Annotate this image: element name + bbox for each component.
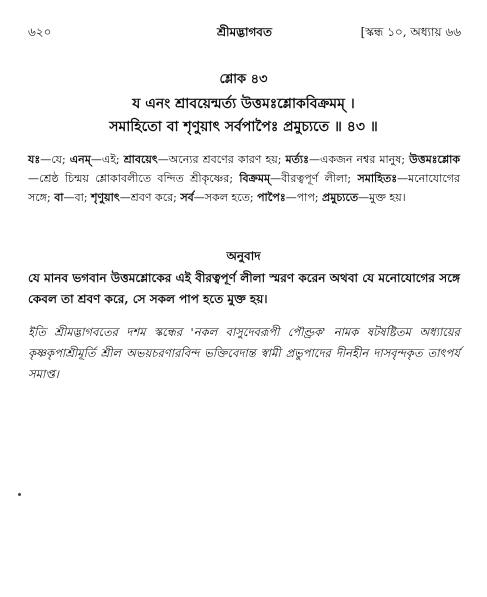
synonym-term: মর্ত্যঃ xyxy=(285,153,309,166)
synonym-term: যঃ xyxy=(28,153,41,166)
synonyms-paragraph: যঃ—যে; এনম্—এই; শ্রাবয়েৎ—অন্যের শ্রবণের কারণ হয়; মর্ত্যঃ—একজন নশ্বর মানুষ; উত্তমঃশ্লোক—শ্রেষ্ঠ চিন্ময় শ্লোকাবলীতে বন্দিত শ্রীকৃষ্ণের; বিক্রমম্—বীরত্বপূর্ণ লীলা; সমাহিতঃ—মনোযোগের সঙ্গে; বা—বা; শৃণুয়াৎ—শ্রবণ করে; সর্ব—সকল হতে; পাপৈঃ—পাপ; প্রমুচ্যতে—মুক্ত হয়। xyxy=(28,153,461,204)
section-reference: [স্কন্ধ ১০, অধ্যায় ৬৬ xyxy=(360,25,461,39)
synonym-meaning: বীরত্বপূর্ণ লীলা xyxy=(281,172,348,185)
synonym-meaning: শ্রেষ্ঠ চিন্ময় শ্লোকাবলীতে বন্দিত শ্রীকৃষ্ণের xyxy=(39,172,230,185)
page-header xyxy=(28,24,461,44)
stray-mark xyxy=(18,493,21,496)
synonym-meaning: যে xyxy=(51,153,63,166)
synonym-meaning: বা xyxy=(74,191,84,204)
synonym-term: বা xyxy=(54,191,64,204)
synonym-meaning: এই xyxy=(101,153,116,166)
verse-line-2: সমাহিতো বা শৃণুয়াৎ সর্বপাপৈঃ প্রমুচ্যতে ॥ ৪৩ ॥ xyxy=(109,119,378,135)
book-title: শ্রীমদ্ভাগবত xyxy=(216,25,272,39)
synonym-term: শৃণুয়াৎ xyxy=(91,191,120,204)
synonym-meaning: অন্যের শ্রবণের কারণ হয় xyxy=(168,153,278,166)
translation-paragraph: যে মানব ভগবান উত্তমশ্লোকের এই বীরত্বপূর্ণ লীলা স্মরণ করেন অথবা যে মনোযোগের সঙ্গে কেবল তা শ্রবণ করে, সে সকল পাপ হতে মুক্ত হয়। xyxy=(28,271,460,306)
synonym-term: সমাহিতঃ xyxy=(357,172,398,185)
synonym-meaning: মনোযোগের সঙ্গে xyxy=(28,172,461,204)
synonym-meaning: পাপ xyxy=(296,191,315,204)
synonym-meaning: সকল হতে xyxy=(204,191,250,204)
synonym-term: সর্ব xyxy=(180,191,194,204)
synonym-term: বিক্রমম্ xyxy=(239,172,271,185)
translation-heading: অনুবাদ xyxy=(226,249,261,263)
synonym-term: এনম্ xyxy=(69,153,91,166)
synonym-meaning: শ্রবণ করে xyxy=(130,191,174,204)
chapter-colophon: ইতি শ্রীমদ্ভাগবতের দশম স্কন্ধের 'নকল বাসুদেবরূপী পৌণ্ড্রক' নামক ষটষষ্টিতম অধ্যায়ের কৃষ্ণকৃপাশ্রীমূর্তি শ্রীল অভয়চরণারবিন্দ ভক্তিবেদান্ত স্বামী প্রভুপাদের দীনহীন দাসবৃন্দকৃত তাৎপর্য সমাপ্ত। xyxy=(28,325,460,381)
synonym-term: শ্রাবয়েৎ xyxy=(123,153,158,166)
synonym-meaning: একজন নশ্বর মানুষ xyxy=(319,153,402,166)
page-number: ৬২০ xyxy=(28,25,52,39)
synonym-term: পাপৈঃ xyxy=(257,191,286,204)
verse-line-1: য এনং শ্রাবয়েন্মর্ত্য উত্তমঃশ্লোকবিক্রমম্ । xyxy=(132,96,355,112)
shloka-heading: শ্লোক ৪৩ xyxy=(219,72,268,87)
synonym-meaning: মুক্ত হয়। xyxy=(369,191,406,204)
synonym-term: উত্তমঃশ্লোক xyxy=(409,153,461,166)
synonym-term: প্রমুচ্যতে xyxy=(322,191,359,204)
